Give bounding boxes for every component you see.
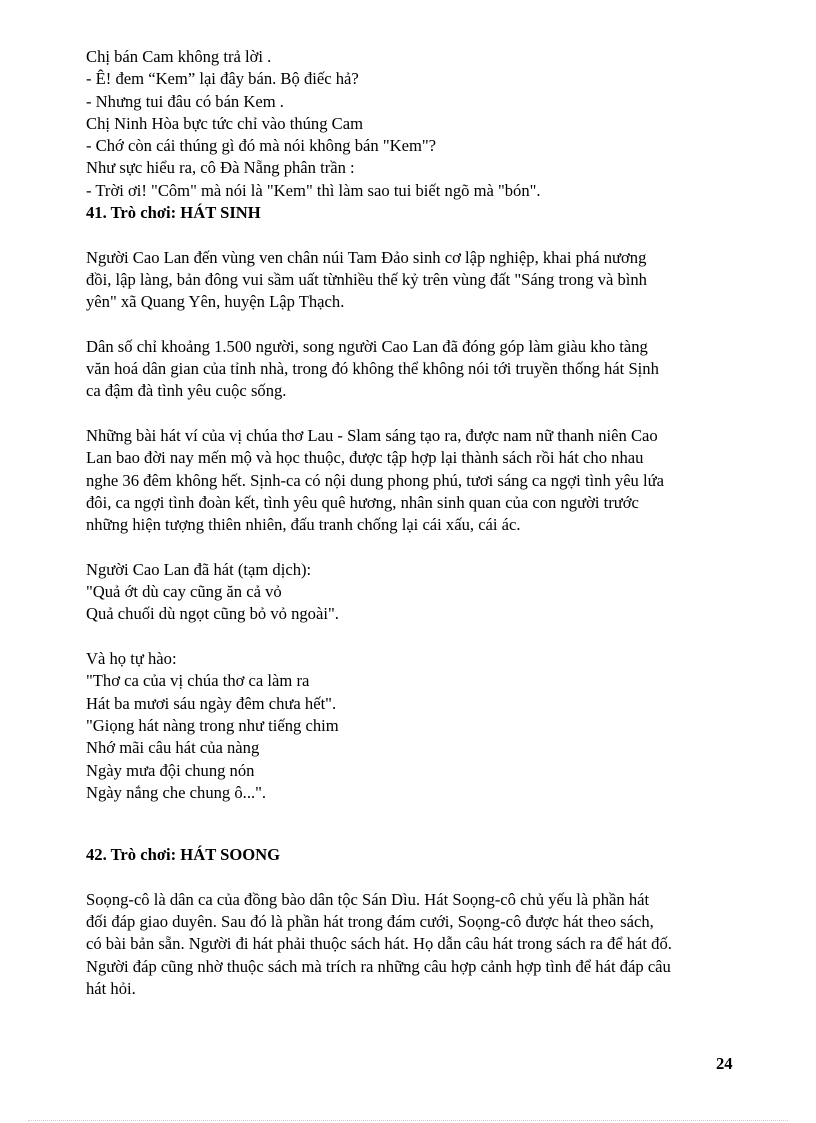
section-42-paragraph-1: [86, 889, 756, 1000]
text-line: ca đậm đà tình yêu cuộc sống.: [86, 381, 287, 401]
text-line: có bài bản sẵn. Người đi hát phải thuộc sách hát. Họ dẫn câu hát trong sách ra để hát đố.: [86, 934, 672, 954]
text-line: Chị bán Cam không trả lời .: [86, 47, 272, 66]
text-line: Người đáp cũng nhờ thuộc sách mà trích ra những câu hợp cảnh hợp tình để hát đáp câu: [86, 956, 671, 976]
spacer: [86, 804, 756, 844]
text-line: Lan bao đời nay mến mộ và học thuộc, được tập hợp lại thành sách rồi hát cho nhau: [86, 448, 644, 468]
text-line: - Trời ơi! "Côm" mà nói là "Kem" thì làm sao tui biết ngõ mà "bón".: [86, 180, 541, 200]
text-line: Nhớ mãi câu hát của nàng: [86, 738, 260, 758]
section-41-paragraph-2: [86, 336, 756, 403]
text-line: Hát ba mươi sáu ngày đêm chưa hết".: [86, 693, 337, 713]
section-41-heading: 41. Trò chơi: HÁT SINH: [86, 203, 261, 223]
text-line: Như sực hiểu ra, cô Đà Nẵng phân trần :: [86, 158, 355, 178]
section-42-heading: 42. Trò chơi: HÁT SOONG: [86, 845, 281, 865]
text-line: Dân số chỉ khoảng 1.500 người, song người Cao Lan đã đóng góp làm giàu kho tàng: [86, 336, 648, 356]
text-line: Soọng-cô là dân ca của đồng bào dân tộc Sán Dìu. Hát Soọng-cô chủ yếu là phần hát: [86, 889, 650, 909]
spacer: [86, 403, 756, 425]
text-line: hát hỏi.: [86, 978, 136, 998]
intro-dialogue: [86, 46, 756, 202]
text-line: đôi, ca ngợi tình đoàn kết, tình yêu quê hương, nhân sinh quan của con người trước: [86, 492, 639, 512]
text-line: đối đáp giao duyên. Sau đó là phần hát trong đám cưới, Soọng-cô được hát theo sách,: [86, 911, 654, 931]
spacer: [86, 224, 756, 246]
text-line: Chị Ninh Hòa bực tức chỉ vào thúng Cam: [86, 113, 363, 133]
text-line: những hiện tượng thiên nhiên, đấu tranh chống lại cái xấu, cái ác.: [86, 515, 521, 535]
footer-divider: [28, 1120, 788, 1121]
section-41-paragraph-3: [86, 425, 756, 536]
text-line: văn hoá dân gian của tỉnh nhà, trong đó không thể không nói tới truyền thống hát Sịnh: [86, 359, 659, 379]
spacer: [86, 314, 756, 336]
spacer: [86, 866, 756, 888]
text-line: "Thơ ca của vị chúa thơ ca làm ra: [86, 671, 310, 691]
page-number: 24: [716, 1054, 733, 1073]
section-41-paragraph-1: [86, 247, 756, 314]
text-line: - Nhưng tui đâu có bán Kem .: [86, 91, 284, 111]
text-line: Người Cao Lan đến vùng ven chân núi Tam Đảo sinh cơ lập nghiệp, khai phá nương: [86, 247, 647, 267]
text-line: đồi, lập làng, bản đông vui sầm uất từnhiều thế kỷ trên vùng đất "Sáng trong và bình: [86, 269, 647, 289]
text-line: "Quả ớt dù cay cũng ăn cả vỏ: [86, 582, 282, 602]
text-line: Ngày nắng che chung ô...".: [86, 782, 267, 802]
text-line: Ngày mưa đội chung nón: [86, 760, 255, 780]
text-line: - Ê! đem “Kem” lại đây bán. Bộ điếc hả?: [86, 69, 359, 89]
text-line: nghe 36 đêm không hết. Sịnh-ca có nội dung phong phú, tươi sáng ca ngợi tình yêu lứa: [86, 470, 664, 490]
spacer: [86, 537, 756, 559]
spacer: [86, 626, 756, 648]
text-line: Người Cao Lan đã hát (tạm dịch):: [86, 559, 312, 579]
text-line: Và họ tự hào:: [86, 649, 177, 669]
text-line: yên" xã Quang Yên, huyện Lập Thạch.: [86, 292, 345, 312]
text-line: - Chớ còn cái thúng gì đó mà nói không bán "Kem"?: [86, 136, 436, 156]
section-41-verse-1: [86, 559, 756, 626]
section-41-verse-2: [86, 648, 756, 804]
text-line: Những bài hát ví của vị chúa thơ Lau - Slam sáng tạo ra, được nam nữ thanh niên Cao: [86, 426, 658, 446]
page-content: [86, 46, 756, 1000]
text-line: "Giọng hát nàng trong như tiếng chim: [86, 715, 339, 735]
text-line: Quả chuối dù ngọt cũng bỏ vỏ ngoài".: [86, 604, 339, 624]
